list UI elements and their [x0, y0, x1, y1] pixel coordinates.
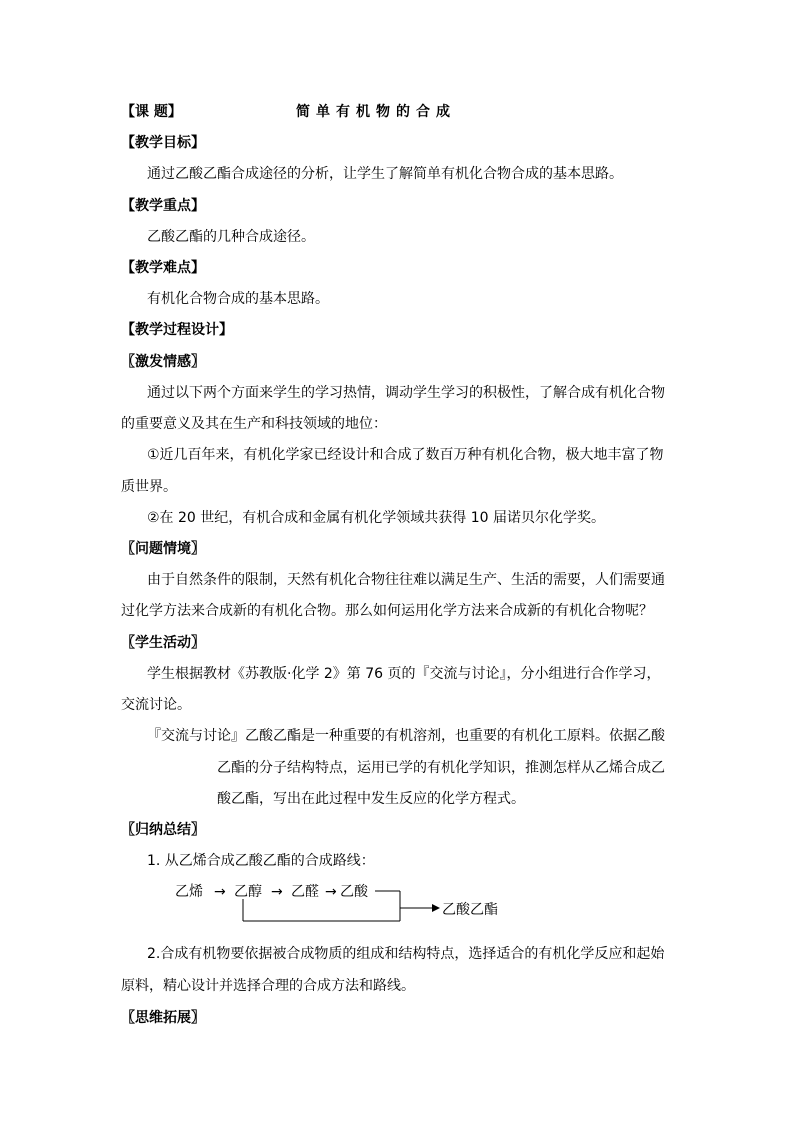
goals-text: 通过乙酸乙酯合成途径的分析，让学生了解简单有机化合物合成的基本思路。	[147, 166, 623, 182]
key-points-text: 乙酸乙酯的几种合成途径。	[147, 229, 315, 245]
summary-heading: 〖归纳总结〗	[121, 822, 205, 838]
motivation-para-line2: 的重要意义及其在生产和科技领域的地位：	[121, 416, 387, 432]
problem-line1: 由于自然条件的限制，天然有机化合物往往难以满足生产、生活的需要，人们需要通	[147, 572, 665, 588]
discussion-line1: 『交流与讨论』乙酸乙酯是一种重要的有机溶剂，也重要的有机化工原料。依据乙酸	[147, 728, 665, 744]
course-title: 简单有机物的合成	[296, 104, 456, 120]
motivation-heading: 〖激发情感〗	[121, 354, 205, 370]
motivation-item1-line2: 质世界。	[121, 479, 177, 495]
diagram-ethanol: 乙醇	[234, 884, 262, 900]
diagram-arrow-1: →	[214, 884, 226, 900]
diagram-product-arrowhead	[432, 904, 440, 912]
difficulties-heading: 【教学难点】	[121, 260, 205, 276]
diagram-acetaldehyde: 乙醛	[291, 884, 319, 900]
problem-heading: 〖问题情境〗	[121, 541, 205, 557]
discussion-line2: 乙酯的分子结构特点，运用已学的有机化学知识，推测怎样从乙烯合成乙	[217, 760, 665, 776]
diagram-arrow-3: →	[325, 884, 337, 900]
diagram-arrow-2: →	[271, 884, 283, 900]
summary-point2-line1: 2.合成有机物要依据被合成物质的组成和结构特点，选择适合的有机化学反应和起始	[147, 946, 665, 962]
motivation-item1-line1: ①近几百年来，有机化学家已经设计和合成了数百万种有机化合物，极大地丰富了物	[147, 447, 664, 463]
process-heading: 【教学过程设计】	[121, 322, 233, 338]
motivation-item2: ②在 20 世纪，有机合成和金属有机化学领域共获得 10 届诺贝尔化学奖。	[147, 510, 605, 526]
activity-heading: 〖学生活动〗	[121, 635, 205, 651]
motivation-para-line1: 通过以下两个方面来学生的学习热情，调动学生学习的积极性，了解合成有机化合物	[147, 385, 665, 401]
synthesis-route-diagram	[170, 874, 530, 934]
course-label: 【课 题】	[121, 104, 182, 120]
summary-point2-line2: 原料，精心设计并选择合理的合成方法和路线。	[121, 978, 415, 994]
problem-line2: 过化学方法来合成新的有机化合物。那么如何运用化学方法来合成新的有机化合物呢？	[121, 603, 653, 619]
key-points-heading: 【教学重点】	[121, 198, 205, 214]
activity-line1: 学生根据教材《苏教版·化学 2》第 76 页的『交流与讨论』，分小组进行合作学习，	[147, 666, 661, 682]
activity-line2: 交流讨论。	[121, 697, 191, 713]
diagram-ethylene: 乙烯	[175, 884, 203, 900]
summary-point1: 1. 从乙烯合成乙酸乙酯的合成路线：	[147, 853, 375, 869]
difficulties-text: 有机化合物合成的基本思路。	[147, 291, 329, 307]
diagram-acetic-acid: 乙酸	[340, 884, 368, 900]
diagram-ethyl-acetate: 乙酸乙酯	[442, 902, 498, 918]
discussion-line3: 酸乙酯，写出在此过程中发生反应的化学方程式。	[217, 791, 525, 807]
goals-heading: 【教学目标】	[121, 135, 205, 151]
extension-heading: 〖思维拓展〗	[121, 1010, 205, 1026]
